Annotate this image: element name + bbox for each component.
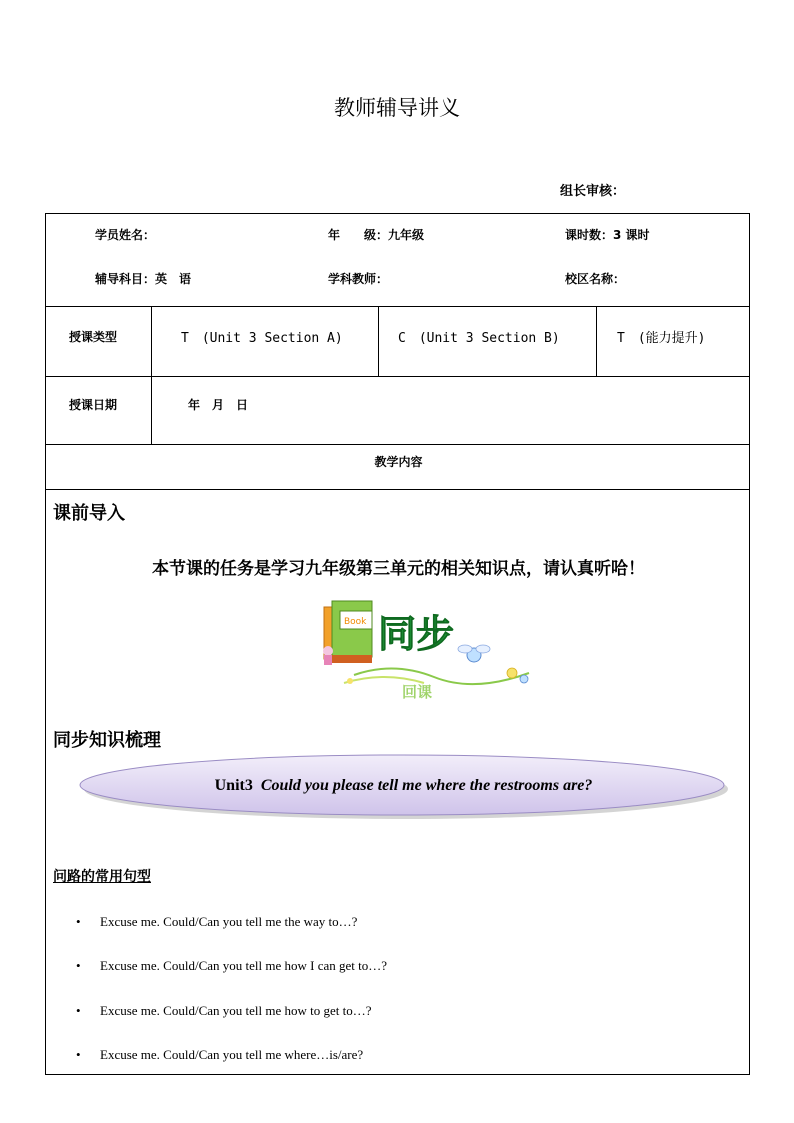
list-item: • Excuse me. Could/Can you tell me how to get to…?: [76, 1003, 372, 1018]
lesson-type-b: C (Unit 3 Section B): [398, 331, 560, 346]
sentence-text: Excuse me. Could/Can you tell me where…is/are?: [100, 1047, 364, 1062]
page-title: 教师辅导讲义: [334, 96, 460, 120]
divider: [46, 376, 749, 377]
sync-heading: 同步知识梳理: [53, 730, 161, 751]
lesson-table: [45, 213, 750, 1075]
content-header: 教学内容: [374, 455, 423, 469]
subject-label: 辅导科目：英 语: [95, 272, 192, 286]
student-name-label: 学员姓名：: [95, 228, 156, 242]
list-item: • Excuse me. Could/Can you tell me the way to…?: [76, 914, 358, 929]
sentence-text: Excuse me. Could/Can you tell me how to get to…?: [100, 1003, 372, 1018]
divider: [596, 306, 597, 376]
sentence-text: Excuse me. Could/Can you tell me how I can get to…?: [100, 958, 388, 973]
divider: [151, 306, 152, 444]
divider: [46, 489, 749, 490]
flower-icon: [520, 675, 528, 683]
logo-main-text: 同步: [378, 612, 455, 656]
unit-title: [76, 777, 731, 795]
pre-class-heading: 课前导入: [53, 503, 125, 524]
lesson-type-label: 授课类型: [69, 330, 118, 344]
unit-question: Could you please tell me where the restrooms are?: [260, 777, 593, 794]
lesson-date-label: 授课日期: [69, 398, 118, 412]
divider: [46, 444, 749, 445]
pre-class-intro: 本节课的任务是学习九年级第三单元的相关知识点，请认真听哈！: [152, 559, 645, 579]
list-item: • Excuse me. Could/Can you tell me where…is/are?: [76, 1047, 364, 1062]
lesson-type-a: T (Unit 3 Section A): [181, 331, 343, 346]
flower-icon: [507, 668, 517, 678]
sync-logo: [314, 597, 539, 702]
unit-prefix: Unit3: [214, 777, 253, 794]
hours-label: 课时数：3 课时: [565, 228, 650, 242]
logo-book-text: Book: [344, 617, 367, 627]
grade-label: 年 级：九年级: [328, 228, 425, 242]
logo-sub-text: 回课: [402, 683, 433, 701]
teacher-label: 学科教师：: [328, 272, 389, 286]
campus-label: 校区名称：: [565, 272, 626, 286]
sub-heading: 问路的常用句型: [53, 869, 151, 885]
lesson-date-value: 年 月 日: [188, 398, 249, 412]
list-item: • Excuse me. Could/Can you tell me how I can get to…?: [76, 958, 388, 973]
lesson-type-c: T (能力提升): [617, 331, 706, 346]
reviewer-label: 组长审核：: [560, 184, 626, 199]
sentence-text: Excuse me. Could/Can you tell me the way to…?: [100, 914, 358, 929]
divider: [378, 306, 379, 376]
